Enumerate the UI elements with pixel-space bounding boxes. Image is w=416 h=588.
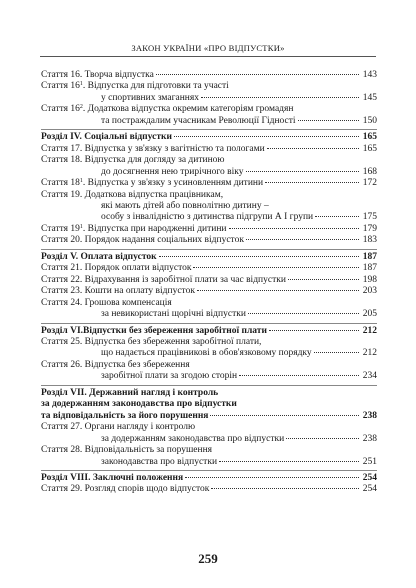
- toc-page-number: 212: [362, 348, 377, 359]
- toc-entry-title-line: які мають дітей або повнолітню дитину –: [101, 200, 269, 211]
- toc-page-number: 179: [362, 223, 377, 234]
- toc-entry-title: Стаття 23. Кошти на оплату відпусток: [41, 286, 195, 297]
- toc-entry-title-line: за невикористані щорічні відпустки: [101, 309, 246, 320]
- toc-entry-title: Стаття 26. Відпустка без збереження: [41, 359, 190, 370]
- leader-dots: [267, 148, 359, 149]
- toc-entry-article-25[interactable]: [41, 337, 377, 360]
- leader-dots: [286, 438, 359, 439]
- toc-page-number: 254: [362, 472, 377, 483]
- toc-section-iv[interactable]: [41, 132, 377, 143]
- toc-page-number: 183: [362, 235, 377, 246]
- toc-page-number: 165: [362, 132, 377, 143]
- toc-entry-article-20[interactable]: [41, 235, 377, 246]
- leader-dots: [265, 182, 359, 183]
- toc-entry-title: Стаття 19. Додаткова відпустка працівникам,: [41, 189, 224, 200]
- leader-dots: [298, 120, 359, 121]
- toc-section-title: Розділ VIII. Заключні положення: [41, 472, 184, 483]
- toc-section-v[interactable]: [41, 252, 377, 263]
- toc-entry-title: Стаття 20. Порядок надання соціальних відпусток: [41, 235, 244, 246]
- leader-dots: [246, 171, 360, 172]
- toc-entry-article-28[interactable]: [41, 445, 377, 468]
- toc-entry-article-16-2[interactable]: [41, 104, 377, 127]
- toc-entry-title: Стаття 19: [41, 223, 80, 234]
- leader-dots: [185, 477, 359, 478]
- toc-page-number: 168: [362, 166, 377, 177]
- toc-entry-article-23[interactable]: [41, 286, 377, 297]
- leader-dots: [239, 375, 359, 376]
- toc-page-number: 212: [362, 325, 377, 336]
- toc-entry-title-cont: . Відпустка при народженні дитини: [82, 223, 227, 234]
- toc-page-number: 150: [362, 115, 377, 126]
- leader-dots: [211, 488, 359, 489]
- toc-entry-title-line: та постраждалим учасникам Революції Гідності: [101, 115, 296, 126]
- toc-entry-article-18-1[interactable]: [41, 178, 377, 189]
- toc-page-number: 198: [362, 274, 377, 285]
- table-of-contents: [41, 70, 377, 496]
- toc-entry-title: Стаття 17. Відпустка у зв'язку з вагітністю та пологами: [41, 143, 265, 154]
- toc-entry-article-27[interactable]: [41, 422, 377, 445]
- leader-dots: [269, 330, 359, 331]
- leader-dots: [193, 267, 359, 268]
- toc-page-number: 187: [362, 251, 377, 262]
- toc-entry-article-21[interactable]: [41, 263, 377, 274]
- leader-dots: [288, 279, 359, 280]
- toc-section-title: Розділ VII. Державний нагляд і контроль: [41, 387, 219, 398]
- toc-page-number: 165: [362, 143, 377, 154]
- toc-page-number: 234: [362, 371, 377, 382]
- leader-dots: [201, 97, 359, 98]
- toc-entry-title: Стаття 16: [41, 104, 80, 115]
- section-divider: [41, 470, 377, 471]
- leader-dots: [314, 352, 359, 353]
- leader-dots: [229, 228, 359, 229]
- toc-entry-article-24[interactable]: [41, 298, 377, 321]
- toc-page-number: 145: [362, 92, 377, 103]
- toc-entry-title: Стаття 16. Творча відпустка: [41, 70, 154, 80]
- leader-dots: [219, 461, 359, 462]
- toc-entry-title-line: заробітної плати за згодою сторін: [101, 371, 238, 382]
- toc-entry-title-line: особу з інвалідністю з дитинства підгрупи А I групи: [101, 212, 314, 223]
- toc-page-number: 251: [362, 456, 377, 467]
- toc-entry-title-line: до досягнення нею трирічного віку: [101, 166, 244, 177]
- toc-section-vi[interactable]: [41, 326, 377, 337]
- section-divider: [41, 129, 377, 130]
- leader-dots: [315, 216, 359, 217]
- toc-section-title: Розділ IV. Соціальні відпустки: [41, 132, 172, 143]
- leader-dots: [210, 415, 359, 416]
- superscript: 1: [79, 223, 83, 230]
- toc-entry-article-22[interactable]: [41, 275, 377, 286]
- toc-entry-title: Стаття 25. Відпустка без збереження заробітної плати,: [41, 336, 262, 347]
- toc-page-number: 143: [362, 70, 377, 80]
- superscript: 1: [79, 178, 83, 185]
- toc-entry-article-19-1[interactable]: [41, 224, 377, 235]
- toc-page-number: 172: [362, 178, 377, 189]
- section-divider: [41, 385, 377, 386]
- toc-entry-article-16[interactable]: [41, 70, 377, 81]
- toc-entry-article-16-1[interactable]: [41, 81, 377, 104]
- toc-entry-article-17[interactable]: [41, 144, 377, 155]
- toc-entry-title-line: законодавства про відпустки: [101, 456, 218, 467]
- toc-entry-title: Стаття 27. Органи нагляду і контролю: [41, 422, 196, 433]
- section-divider: [41, 249, 377, 250]
- toc-section-title-line: та відповідальність за його порушення: [41, 410, 209, 421]
- toc-entry-title: Стаття 16: [41, 81, 80, 92]
- toc-entry-article-26[interactable]: [41, 360, 377, 383]
- toc-page-number: 238: [362, 410, 377, 421]
- toc-entry-title: Стаття 24. Грошова компенсація: [41, 297, 172, 308]
- toc-entry-title-cont: . Відпустка у зв'язку з усиновленням дитини: [82, 178, 264, 189]
- toc-entry-title: Стаття 22. Відрахування із заробітної плати за час відпустки: [41, 274, 286, 285]
- leader-dots: [246, 239, 359, 240]
- toc-entry-title: Стаття 29. Розгляд спорів щодо відпусток: [41, 484, 210, 495]
- toc-entry-title: Стаття 21. Порядок оплати відпусток: [41, 263, 192, 274]
- toc-page-number: 203: [362, 286, 377, 297]
- toc-entry-title: Стаття 18. Відпустка для догляду за дитиною: [41, 155, 225, 166]
- toc-page-number: 205: [362, 309, 377, 320]
- toc-entry-title-cont: . Відпустка для підготовки та участі: [82, 81, 229, 92]
- toc-section-viii[interactable]: [41, 473, 377, 484]
- toc-entry-title: Стаття 18: [41, 178, 80, 189]
- leader-dots: [156, 74, 359, 75]
- toc-entry-title-cont: . Додаткова відпустка окремим категоріям громадян: [82, 104, 294, 115]
- section-divider: [41, 323, 377, 324]
- toc-entry-title-line: у спортивних змаганнях: [101, 92, 199, 103]
- toc-section-title: Розділ VI.Відпустки без збереження заробітної плати: [41, 325, 267, 336]
- leader-dots: [197, 290, 359, 291]
- toc-page-number: 187: [362, 263, 377, 274]
- superscript: 2: [79, 104, 83, 111]
- toc-page-number: 175: [362, 212, 377, 223]
- leader-dots: [174, 136, 359, 137]
- running-header: ЗАКОН УКРАЇНИ «ПРО ВІДПУСТКИ»: [131, 43, 285, 53]
- leader-dots: [248, 313, 359, 314]
- header-rule: [40, 56, 376, 57]
- toc-section-vii[interactable]: [41, 388, 377, 422]
- toc-entry-title: Стаття 28. Відповідальність за порушення: [41, 445, 213, 456]
- toc-entry-article-18[interactable]: [41, 155, 377, 178]
- leader-dots: [159, 256, 359, 257]
- toc-entry-title-line: що надається працівникові в обов'язковому порядку: [101, 348, 312, 359]
- page-number: 259: [198, 551, 218, 566]
- toc-entry-title-line: за додержанням законодавства про відпустки: [101, 433, 285, 444]
- toc-section-title-line: за додержанням законодавства про відпустки: [41, 399, 237, 410]
- toc-page-number: 254: [362, 484, 377, 495]
- toc-page-number: 238: [362, 433, 377, 444]
- toc-section-title: Розділ V. Оплата відпусток: [41, 251, 157, 262]
- toc-entry-article-29[interactable]: [41, 484, 377, 495]
- toc-entry-article-19[interactable]: [41, 190, 377, 224]
- superscript: 1: [79, 81, 83, 88]
